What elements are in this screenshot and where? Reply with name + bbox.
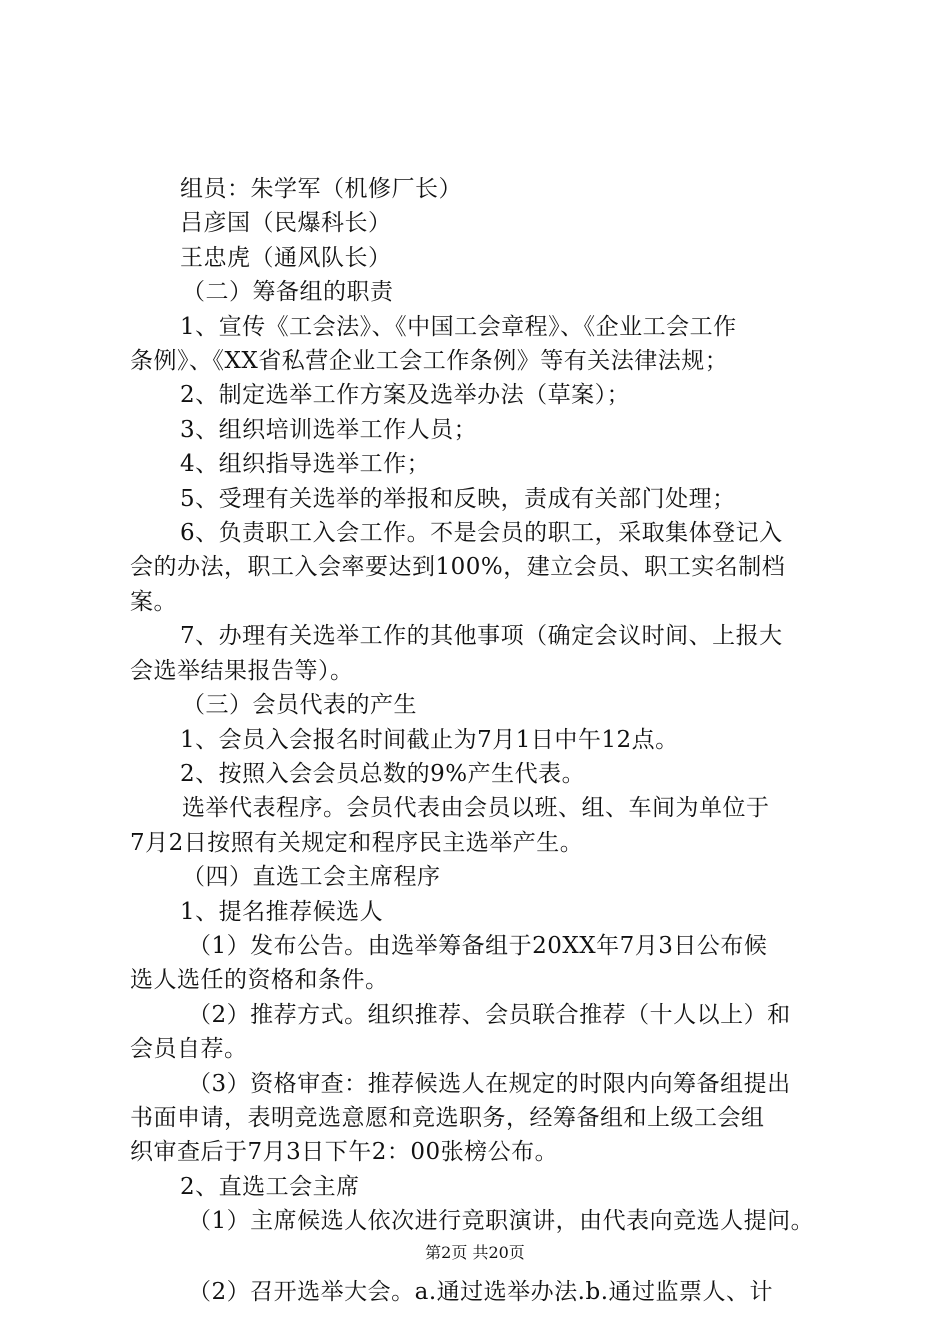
text-line: 选人选任的资格和条件。 bbox=[130, 967, 389, 994]
text-line: 书面申请，表明竞选意愿和竞选职务，经筹备组和上级工会组 bbox=[130, 1104, 765, 1131]
text-line: 1、会员入会报名时间截止为7月1日中午12点。 bbox=[180, 726, 679, 753]
section-heading: （三）会员代表的产生 bbox=[182, 692, 417, 719]
text-line: （1）主席候选人依次进行竞职演讲，由代表向竞选人提问。 bbox=[188, 1208, 815, 1235]
text-line: 王忠虎（通风队长） bbox=[180, 244, 392, 271]
text-line: 案。 bbox=[130, 588, 177, 615]
text-line: 会选举结果报告等）。 bbox=[130, 657, 354, 684]
text-line: 选举代表程序。会员代表由会员以班、组、车间为单位于 bbox=[182, 795, 770, 822]
text-line: 吕彦国（民爆科长） bbox=[180, 210, 392, 237]
text-line: 2、按照入会会员总数的9%产生代表。 bbox=[180, 760, 586, 787]
page-number: 第2页 共20页 bbox=[425, 1243, 525, 1262]
text-line: （3）资格审查：推荐候选人在规定的时限内向筹备组提出 bbox=[188, 1070, 791, 1097]
text-line: 5、受理有关选举的举报和反映，责成有关部门处理； bbox=[180, 485, 736, 512]
document-body bbox=[130, 172, 835, 1309]
text-line: 2、直选工会主席 bbox=[180, 1173, 360, 1200]
text-line: 4、组织指导选举工作； bbox=[180, 451, 431, 478]
text-line: 1、提名推荐候选人 bbox=[180, 898, 384, 925]
text-line: 会的办法，职工入会率要达到100%，建立会员、职工实名制档 bbox=[130, 554, 786, 581]
text-line: 6、负责职工入会工作。不是会员的职工，采取集体登记入 bbox=[180, 520, 783, 547]
section-heading: （四）直选工会主席程序 bbox=[182, 864, 441, 891]
text-line: 3、组织培训选举工作人员； bbox=[180, 416, 478, 443]
text-line: 1、宣传《工会法》、《中国工会章程》、《企业工会工作 bbox=[180, 313, 737, 340]
text-line: （2）推荐方式。组织推荐、会员联合推荐（十人以上）和 bbox=[188, 1001, 791, 1028]
text-line: 织审查后于7月3日下午2：00张榜公布。 bbox=[130, 1139, 559, 1166]
section-heading: （二）筹备组的职责 bbox=[182, 279, 394, 306]
text-line: 组员：朱学军（机修厂长） bbox=[180, 176, 462, 202]
text-line: 条例》、《XX省私营企业工会工作条例》等有关法律法规； bbox=[130, 348, 729, 375]
text-line: （2）召开选举大会。a.通过选举办法.b.通过监票人、计 bbox=[188, 1278, 774, 1305]
text-line: （1）发布公告。由选举筹备组于20XX年7月3日公布候 bbox=[188, 932, 768, 959]
text-line: 会员自荐。 bbox=[130, 1036, 248, 1063]
text-line: 7月2日按照有关规定和程序民主选举产生。 bbox=[130, 829, 584, 856]
text-line: 2、制定选举工作方案及选举办法（草案）； bbox=[180, 382, 631, 409]
text-line: 7、办理有关选举工作的其他事项（确定会议时间、上报大 bbox=[180, 623, 783, 650]
